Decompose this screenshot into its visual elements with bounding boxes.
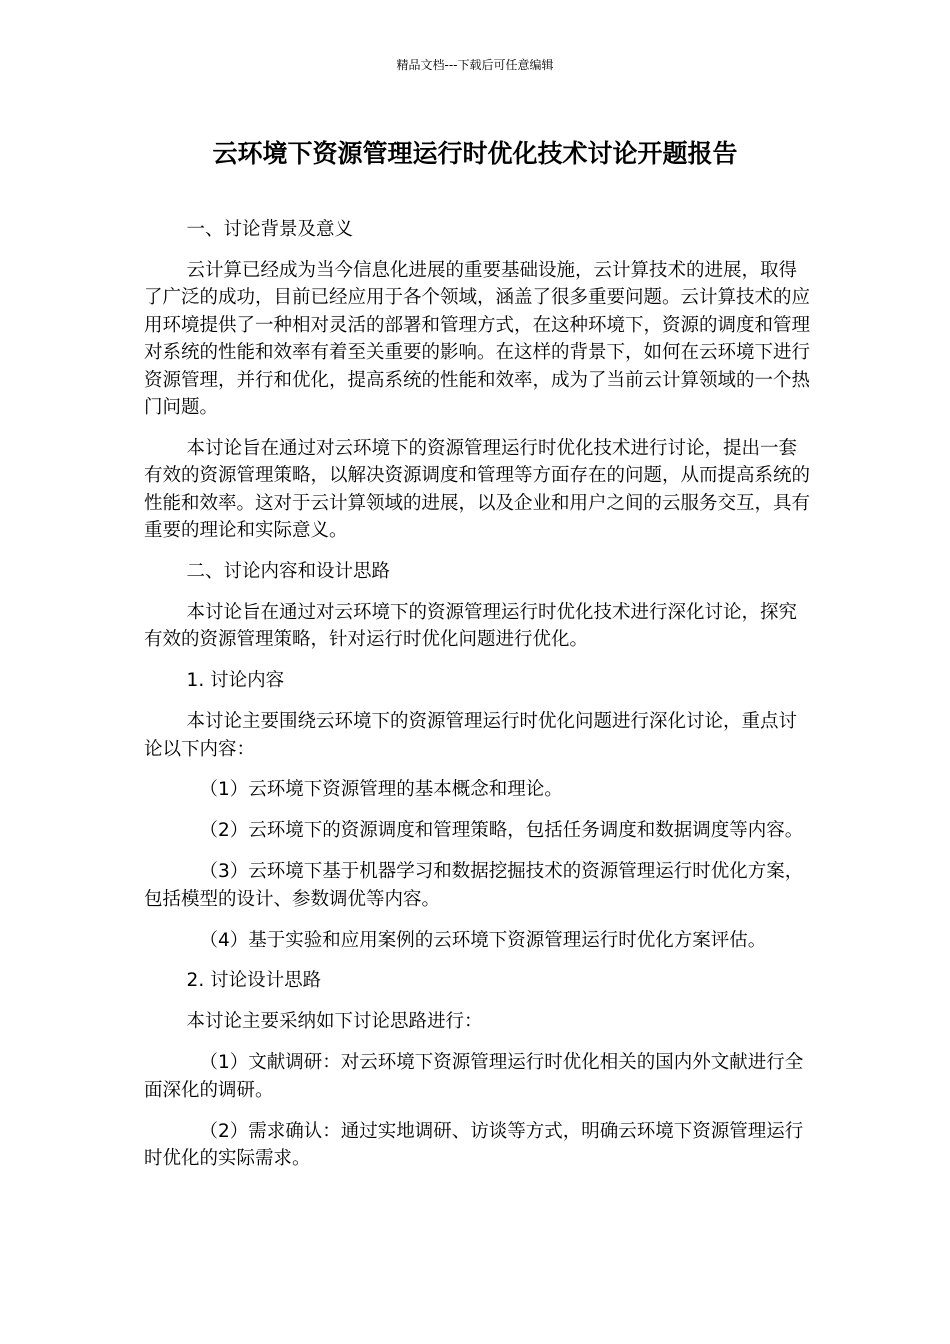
list-item-design-2: （2）需求确认：通过实地调研、访谈等方式，明确云环境下资源管理运行时优化的实际需求。 [144, 1120, 804, 1169]
paragraph-background: 云计算已经成为当今信息化进展的重要基础设施，云计算技术的进展，取得了广泛的成功，目前已经应用于各个领域，涵盖了很多重要问题。云计算技术的应用环境提供了一种相对灵活的部署和管理方式，在这种环境下，资源的调度和管理对系统的性能和效率有着至关重要的影响。在这样的背景下，如何在云环境下进行资源管理，并行和优化，提高系统的性能和效率，成为了当前云计算领域的一个热门问题。 [144, 259, 811, 418]
paragraph-overview: 本讨论旨在通过对云环境下的资源管理运行时优化技术进行深化讨论，探究有效的资源管理策略，针对运行时优化问题进行优化。 [144, 601, 798, 651]
subheading-content: 1. 讨论内容 [186, 670, 285, 692]
list-item-content-3: （3）云环境下基于机器学习和数据挖掘技术的资源管理运行时优化方案，包括模型的设计、参数调优等内容。 [144, 861, 804, 910]
section-heading-background: 一、讨论背景及意义 [186, 219, 354, 240]
subheading-design: 2. 讨论设计思路 [186, 970, 322, 992]
list-item-content-4: （4）基于实验和应用案例的云环境下资源管理运行时优化方案评估。 [199, 929, 767, 951]
list-item-content-2: （2）云环境下的资源调度和管理策略，包括任务调度和数据调度等内容。 [199, 820, 804, 842]
document-title: 云环境下资源管理运行时优化技术讨论开题报告 [212, 139, 738, 168]
header-note: 精品文档---下载后可任意编辑 [396, 58, 554, 72]
paragraph-design-intro: 本讨论主要采纳如下讨论思路进行： [186, 1011, 483, 1033]
list-item-design-1: （1）文献调研：对云环境下资源管理运行时优化相关的国内外文献进行全面深化的调研。 [144, 1052, 804, 1101]
paragraph-purpose: 本讨论旨在通过对云环境下的资源管理运行时优化技术进行讨论，提出一套有效的资源管理策略，以解决资源调度和管理等方面存在的问题，从而提高系统的性能和效率。这对于云计算领域的进展，以及企业和用户之间的云服务交互，具有重要的理论和实际意义。 [144, 437, 811, 542]
list-item-content-1: （1）云环境下资源管理的基本概念和理论。 [199, 779, 563, 801]
paragraph-content-intro: 本讨论主要围绕云环境下的资源管理运行时优化问题进行深化讨论，重点讨论以下内容： [144, 711, 798, 760]
section-heading-content-design: 二、讨论内容和设计思路 [186, 560, 391, 582]
document-body [144, 216, 810, 1186]
